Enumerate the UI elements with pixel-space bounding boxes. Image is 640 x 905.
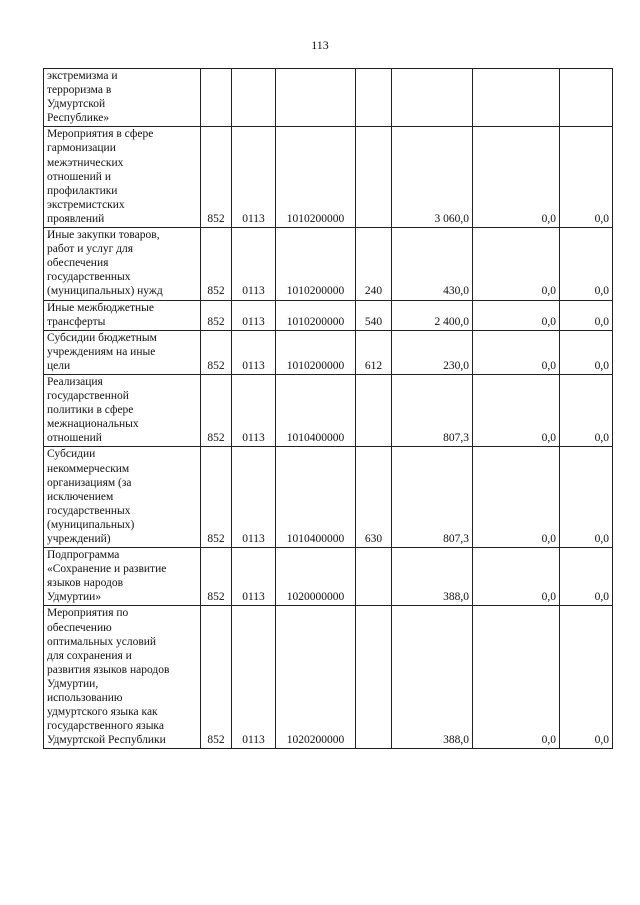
grbs-code-cell: 852 <box>201 127 232 228</box>
amount-cell: 0,0 <box>560 228 613 300</box>
target-article-cell: 1010400000 <box>276 447 356 548</box>
amount-cell: 0,0 <box>560 300 613 330</box>
item-name-line: Мероприятия в сфере <box>47 128 154 141</box>
item-name-line: оптимальных условий <box>47 635 157 648</box>
section-code-cell: 0113 <box>232 127 276 228</box>
item-name-line: Удмуртской <box>47 98 106 111</box>
amount-cell: 0,0 <box>560 127 613 228</box>
item-name-line: Удмуртии» <box>47 591 102 604</box>
item-name-line: языков народов <box>47 577 124 590</box>
amount-cell: 2 400,0 <box>392 300 473 330</box>
item-name-line: профилактики <box>47 184 118 197</box>
item-name-line: Иные межбюджетные <box>47 301 154 314</box>
grbs-code-cell: 852 <box>201 548 232 606</box>
item-name-line: Иные закупки товаров, <box>47 229 160 242</box>
grbs-code-cell <box>201 69 232 127</box>
item-name-line: (муниципальных) нужд <box>47 285 163 298</box>
item-name-line: государственных <box>47 271 131 284</box>
expense-type-cell: 540 <box>356 300 392 330</box>
item-name-line: проявлений <box>47 212 105 225</box>
target-article-cell: 1020200000 <box>276 606 356 749</box>
grbs-code-cell: 852 <box>201 606 232 749</box>
target-article-cell: 1010200000 <box>276 228 356 300</box>
expense-type-cell: 240 <box>356 228 392 300</box>
table-row <box>44 374 613 446</box>
item-name-line: использованию <box>47 692 123 705</box>
section-code-cell: 0113 <box>232 548 276 606</box>
item-name-line: некоммерческим <box>47 462 130 475</box>
target-article-cell: 1010400000 <box>276 374 356 446</box>
target-article-cell: 1010200000 <box>276 127 356 228</box>
item-name-cell <box>44 69 201 127</box>
table-row <box>44 69 613 127</box>
amount-cell <box>392 69 473 127</box>
page-number: 113 <box>311 38 329 52</box>
expense-type-cell <box>356 606 392 749</box>
amount-cell: 0,0 <box>473 374 560 446</box>
expense-type-cell: 612 <box>356 330 392 374</box>
amount-cell: 807,3 <box>392 374 473 446</box>
item-name-line: Республике» <box>47 112 110 125</box>
amount-cell: 0,0 <box>560 330 613 374</box>
item-name-line: Мероприятия по <box>47 607 129 620</box>
target-article-cell <box>276 69 356 127</box>
item-name-cell <box>44 447 201 548</box>
amount-cell: 0,0 <box>473 127 560 228</box>
item-name-line: государственного языка <box>47 720 164 733</box>
amount-cell: 0,0 <box>473 330 560 374</box>
item-name-line: для сохранения и <box>47 649 132 662</box>
item-name-line: государственных <box>47 504 131 517</box>
item-name-line: Удмуртской Республики <box>47 734 166 747</box>
expense-type-cell <box>356 69 392 127</box>
amount-cell: 3 060,0 <box>392 127 473 228</box>
item-name-cell <box>44 330 201 374</box>
item-name-line: работ и услуг для <box>47 243 134 256</box>
target-article-cell: 1010200000 <box>276 300 356 330</box>
target-article-cell: 1020000000 <box>276 548 356 606</box>
item-name-line: исключением <box>47 490 114 503</box>
item-name-line: экстремистских <box>47 198 125 211</box>
item-name-line: Подпрограмма <box>47 549 120 562</box>
section-code-cell: 0113 <box>232 330 276 374</box>
table-row <box>44 228 613 300</box>
item-name-line: отношений <box>47 432 102 445</box>
table-body <box>44 69 613 749</box>
item-name-line: межнациональных <box>47 418 139 431</box>
amount-cell: 0,0 <box>560 374 613 446</box>
item-name-line: учреждениям на иные <box>47 345 156 358</box>
expense-type-cell <box>356 374 392 446</box>
amount-cell: 0,0 <box>473 300 560 330</box>
table-row <box>44 330 613 374</box>
item-name-line: политики в сфере <box>47 404 134 417</box>
item-name-line: Субсидии <box>47 448 96 461</box>
item-name-line: экстремизма и <box>47 70 118 82</box>
section-code-cell <box>232 69 276 127</box>
amount-cell: 0,0 <box>473 228 560 300</box>
expense-type-cell <box>356 127 392 228</box>
grbs-code-cell: 852 <box>201 228 232 300</box>
amount-cell: 0,0 <box>473 548 560 606</box>
item-name-line: развития языков народов <box>47 663 170 676</box>
item-name-cell <box>44 127 201 228</box>
grbs-code-cell: 852 <box>201 374 232 446</box>
table-row <box>44 606 613 749</box>
item-name-line: учреждений) <box>47 533 111 545</box>
table-row <box>44 127 613 228</box>
grbs-code-cell: 852 <box>201 300 232 330</box>
amount-cell: 388,0 <box>392 548 473 606</box>
amount-cell: 0,0 <box>560 548 613 606</box>
item-name-line: цели <box>47 359 71 372</box>
item-name-line: организациям (за <box>47 476 132 489</box>
amount-cell <box>473 69 560 127</box>
item-name-line: отношений и <box>47 170 111 183</box>
amount-cell <box>560 69 613 127</box>
amount-cell: 807,3 <box>392 447 473 548</box>
item-name-line: гармонизации <box>47 142 116 155</box>
amount-cell: 0,0 <box>473 447 560 548</box>
grbs-code-cell: 852 <box>201 447 232 548</box>
amount-cell: 430,0 <box>392 228 473 300</box>
item-name-cell <box>44 228 201 300</box>
table-row <box>44 300 613 330</box>
item-name-cell <box>44 606 201 749</box>
amount-cell: 388,0 <box>392 606 473 749</box>
item-name-line: Субсидии бюджетным <box>47 331 157 344</box>
grbs-code-cell: 852 <box>201 330 232 374</box>
item-name-line: государственной <box>47 390 129 403</box>
section-code-cell: 0113 <box>232 300 276 330</box>
section-code-cell: 0113 <box>232 447 276 548</box>
item-name-line: трансферты <box>47 315 106 328</box>
item-name-line: обеспечения <box>47 257 109 270</box>
amount-cell: 0,0 <box>560 606 613 749</box>
item-name-line: терроризма в <box>47 84 112 97</box>
item-name-line: Реализация <box>47 375 103 388</box>
budget-table <box>43 68 613 749</box>
expense-type-cell <box>356 548 392 606</box>
amount-cell: 0,0 <box>473 606 560 749</box>
item-name-line: обеспечению <box>47 621 112 634</box>
item-name-cell <box>44 548 201 606</box>
expense-type-cell: 630 <box>356 447 392 548</box>
table-row <box>44 548 613 606</box>
item-name-line: Удмуртии, <box>47 677 99 690</box>
item-name-line: удмуртского языка как <box>47 706 158 719</box>
item-name-line: (муниципальных) <box>47 518 135 531</box>
section-code-cell: 0113 <box>232 374 276 446</box>
item-name-line: межэтнических <box>47 156 124 169</box>
amount-cell: 0,0 <box>560 447 613 548</box>
amount-cell: 230,0 <box>392 330 473 374</box>
item-name-cell <box>44 374 201 446</box>
item-name-cell <box>44 300 201 330</box>
section-code-cell: 0113 <box>232 228 276 300</box>
section-code-cell: 0113 <box>232 606 276 749</box>
table-row <box>44 447 613 548</box>
target-article-cell: 1010200000 <box>276 330 356 374</box>
item-name-line: «Сохранение и развитие <box>47 563 167 576</box>
